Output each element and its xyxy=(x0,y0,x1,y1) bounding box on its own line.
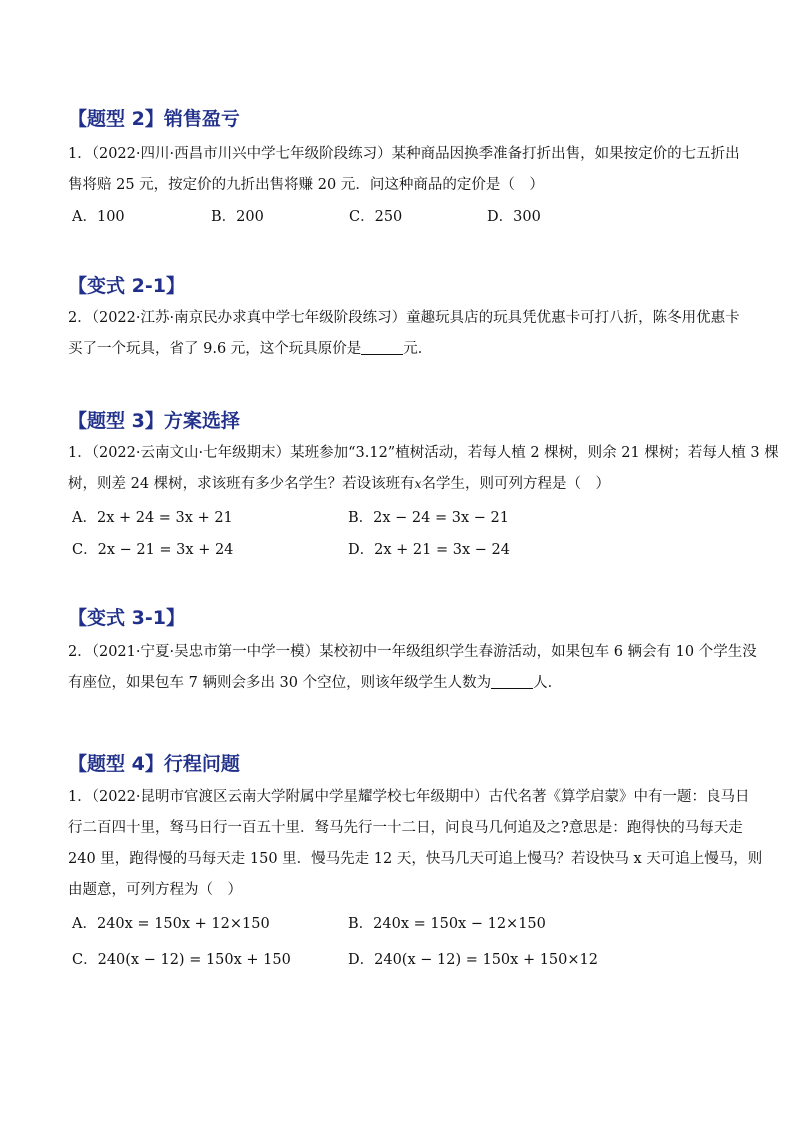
question-line: 2．（2022·江苏·南京民办求真中学七年级阶段练习）童趣玩具店的玩具凭优惠卡可打八折，陈冬用优惠卡 xyxy=(68,310,740,326)
option-b: B．2x − 24 = 3x − 21 xyxy=(348,510,509,526)
question-text-part: 人． xyxy=(533,675,563,691)
question-text xyxy=(68,637,757,699)
section-heading: 【题型 4】行程问题 xyxy=(68,753,240,775)
section-heading: 【变式 3-1】 xyxy=(68,607,185,629)
variable-x: x xyxy=(414,477,422,491)
option-d: D．300 xyxy=(487,209,541,225)
section-heading: 【题型 2】销售盈亏 xyxy=(68,108,240,130)
question-line: 240 里，跑得慢的马每天走 150 里．慢马先走 12 天，快马几天可追上慢马？若设快马 x 天可追上慢马，则 xyxy=(68,851,763,867)
option-b: B．200 xyxy=(211,209,264,225)
option-c: C．2x − 21 = 3x + 24 xyxy=(72,542,234,558)
question-line: 1．（2022·昆明市官渡区云南大学附属中学星耀学校七年级期中）古代名著《算学启蒙》中有一题：良马日 xyxy=(68,789,750,805)
option-b: B．240x = 150x − 12×150 xyxy=(348,916,546,932)
question-text xyxy=(68,303,740,365)
option-a: A．2x + 24 = 3x + 21 xyxy=(72,510,233,526)
answer-blank xyxy=(491,674,533,689)
question-text xyxy=(68,139,740,201)
question-text-part: 买了一个玩具，省了 9.6 元，这个玩具原价是 xyxy=(68,341,362,357)
question-line: 1．（2022·云南文山·七年级期末）某班参加“3.12”植树活动，若每人植 2 棵树，则余 21 棵树；若每人植 3 棵 xyxy=(68,445,779,461)
option-d: D．2x + 21 = 3x − 24 xyxy=(348,542,510,558)
option-d: D．240(x − 12) = 150x + 150×12 xyxy=(348,952,598,968)
option-c: C．250 xyxy=(349,209,403,225)
question-line: 由题意，可列方程为（ ） xyxy=(68,882,242,898)
question-line: 行二百四十里，驽马日行一百五十里．驽马先行一十二日，问良马几何追及之?意思是：跑得快的马每天走 xyxy=(68,820,743,836)
question-line: 1．（2022·四川·西昌市川兴中学七年级阶段练习）某种商品因换季准备打折出售，如果按定价的七五折出 xyxy=(68,146,740,162)
question-line: 2．（2021·宁夏·吴忠市第一中学一模）某校初中一年级组织学生春游活动，如果包车 6 辆会有 10 个学生没 xyxy=(68,644,757,660)
option-a: A．100 xyxy=(72,209,125,225)
section-heading: 【题型 3】方案选择 xyxy=(68,410,240,432)
question-text xyxy=(68,438,779,500)
option-c: C．240(x − 12) = 150x + 150 xyxy=(72,952,291,968)
question-text-part: 有座位，如果包车 7 辆则会多出 30 个空位，则该年级学生人数为 xyxy=(68,675,492,691)
question-text-part: 树，则差 24 棵树，求该班有多少名学生？若设该班有 xyxy=(68,476,415,492)
section-heading: 【变式 2-1】 xyxy=(68,275,185,297)
question-text-part: 名学生，则可列方程是（ ） xyxy=(421,476,610,492)
question-line: 售将赔 25 元，按定价的九折出售将赚 20 元．问这种商品的定价是（ ） xyxy=(68,177,544,193)
question-line xyxy=(68,469,728,500)
question-line xyxy=(68,668,728,699)
option-a: A．240x = 150x + 12×150 xyxy=(72,916,270,932)
question-line xyxy=(68,334,728,365)
question-text xyxy=(68,782,763,906)
answer-blank xyxy=(361,340,403,355)
question-text-part: 元． xyxy=(403,341,433,357)
